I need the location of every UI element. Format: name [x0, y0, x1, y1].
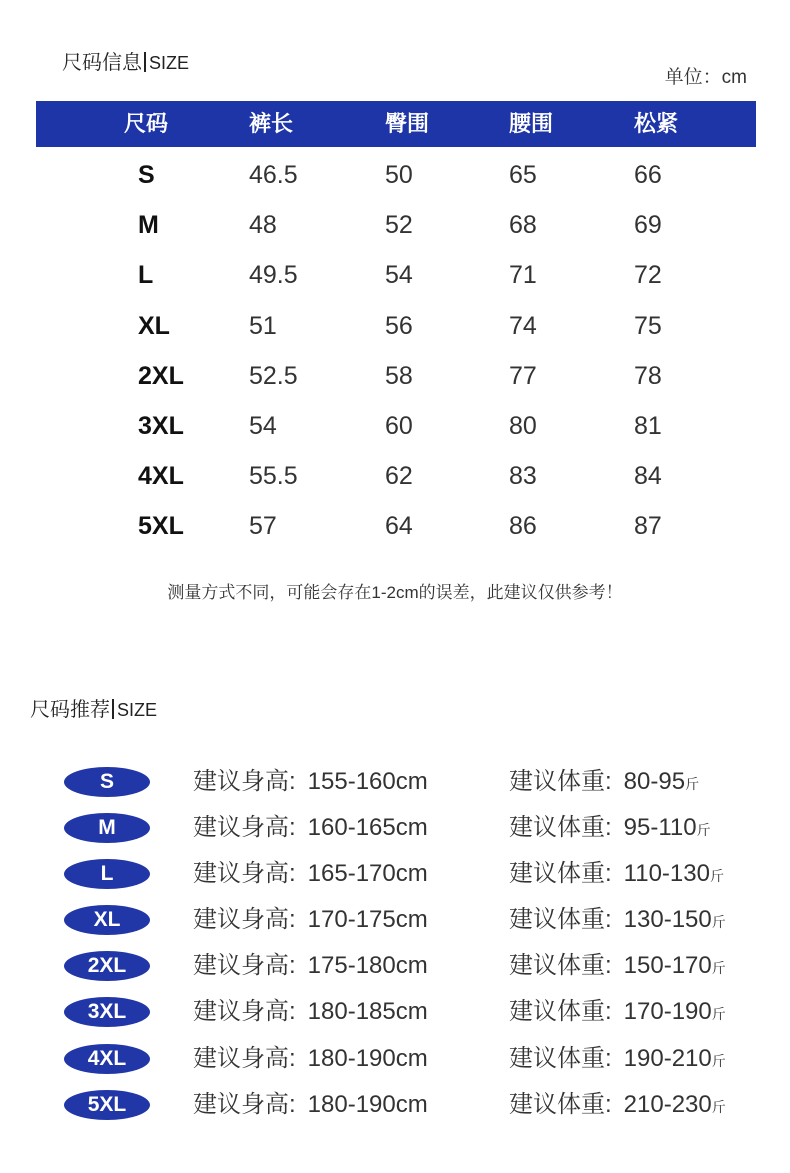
weight-value: 210-230 [623, 1090, 712, 1118]
cell-size: 4XL [138, 462, 184, 491]
height-label: 建议身高: [193, 906, 296, 934]
cell-waist: 86 [509, 512, 537, 541]
height-recommendation [193, 943, 428, 989]
size-badge: XL [64, 905, 150, 935]
weight-label: 建议体重: [509, 906, 612, 934]
weight-value: 110-130 [623, 860, 710, 888]
jin-unit: 斤 [711, 1006, 726, 1023]
list-item [0, 1082, 790, 1128]
weight-recommendation [509, 897, 726, 945]
cell-length: 46.5 [249, 161, 298, 189]
cell-waist: 65 [509, 161, 537, 189]
weight-label: 建议体重: [509, 814, 612, 842]
jin-unit: 斤 [711, 1052, 726, 1069]
height-recommendation [193, 851, 428, 897]
cell-hip: 50 [385, 161, 413, 189]
height-value: 180-185cm [307, 998, 428, 1026]
cell-elastic: 87 [634, 512, 662, 541]
cell-size: 3XL [138, 411, 184, 440]
cell-length: 48 [249, 211, 277, 240]
cell-size: XL [138, 311, 170, 340]
recommend-title-text: 尺码推荐 [30, 699, 110, 721]
height-label: 建议身高: [193, 952, 296, 980]
recommend-title-en: SIZE [117, 700, 158, 720]
cell-waist: 71 [509, 261, 537, 290]
size-badge: S [64, 767, 150, 797]
size-table-header [36, 101, 756, 147]
jin-unit: 斤 [711, 960, 726, 977]
jin-unit: 斤 [711, 1098, 726, 1115]
cell-waist: 77 [509, 361, 537, 390]
cell-hip: 62 [385, 462, 413, 491]
weight-label: 建议体重: [509, 768, 612, 795]
size-info-title [62, 46, 189, 75]
table-row [36, 247, 756, 297]
jin-unit: 斤 [711, 914, 726, 931]
jin-unit: 斤 [696, 822, 711, 839]
height-value: 175-180cm [307, 952, 428, 980]
weight-recommendation [509, 851, 724, 899]
size-badge: 5XL [64, 1090, 150, 1120]
weight-value: 95-110 [623, 814, 697, 842]
size-badge: 2XL [64, 951, 150, 981]
cell-size: S [138, 161, 155, 189]
size-badge: 3XL [64, 997, 150, 1027]
table-row [36, 448, 756, 498]
cell-length: 54 [249, 411, 277, 440]
weight-recommendation [509, 759, 699, 807]
title-divider [112, 699, 114, 719]
weight-value: 80-95 [623, 768, 686, 795]
cell-waist: 83 [509, 462, 537, 491]
weight-label: 建议体重: [509, 952, 612, 980]
table-row [36, 197, 756, 247]
height-label: 建议身高: [193, 1044, 296, 1072]
weight-label: 建议体重: [509, 998, 612, 1026]
cell-waist: 74 [509, 311, 537, 340]
cell-hip: 64 [385, 512, 413, 541]
cell-size: M [138, 211, 159, 240]
table-row [36, 498, 756, 548]
height-recommendation [193, 1082, 428, 1128]
unit-label: 单位：cm [664, 67, 747, 88]
cell-size: L [138, 261, 154, 290]
weight-recommendation [509, 1036, 726, 1084]
cell-waist: 68 [509, 211, 537, 240]
cell-hip: 58 [385, 361, 413, 390]
height-label: 建议身高: [193, 860, 296, 888]
weight-value: 150-170 [623, 952, 712, 980]
weight-value: 130-150 [623, 906, 712, 934]
list-item [0, 759, 790, 805]
list-item [0, 805, 790, 851]
list-item [0, 943, 790, 989]
cell-elastic: 84 [634, 462, 662, 491]
cell-hip: 60 [385, 411, 413, 440]
cell-waist: 80 [509, 411, 537, 440]
weight-value: 170-190 [623, 998, 712, 1026]
cell-length: 55.5 [249, 462, 298, 491]
jin-unit: 斤 [685, 776, 700, 792]
header-waist: 腰围 [509, 111, 554, 136]
height-label: 建议身高: [193, 1090, 296, 1118]
weight-recommendation [509, 943, 726, 991]
weight-recommendation [509, 1082, 726, 1130]
height-recommendation [193, 1036, 428, 1082]
size-badge: L [64, 859, 150, 889]
cell-elastic: 72 [634, 261, 662, 290]
cell-length: 52.5 [249, 361, 298, 390]
size-badge: 4XL [64, 1044, 150, 1074]
header-hip: 臀围 [385, 111, 430, 136]
weight-value: 190-210 [623, 1044, 712, 1072]
jin-unit: 斤 [709, 868, 724, 885]
weight-label: 建议体重: [509, 1044, 612, 1072]
cell-elastic: 69 [634, 211, 662, 240]
height-value: 180-190cm [307, 1090, 428, 1118]
recommend-list [0, 759, 790, 1128]
cell-elastic: 75 [634, 311, 662, 340]
height-recommendation [193, 897, 428, 943]
height-recommendation [193, 989, 428, 1035]
list-item [0, 851, 790, 897]
height-recommendation [193, 759, 428, 805]
cell-length: 51 [249, 311, 277, 340]
header-length: 裤长 [249, 111, 294, 136]
table-row [36, 398, 756, 448]
height-value: 155-160cm [307, 768, 428, 795]
cell-length: 49.5 [249, 261, 298, 290]
height-value: 180-190cm [307, 1044, 428, 1072]
list-item [0, 897, 790, 943]
size-info-title-en: SIZE [149, 53, 190, 73]
measurement-note: 测量方式不同，可能会存在1-2cm的误差，此建议仅供参考！ [167, 583, 623, 602]
header-size: 尺码 [124, 111, 169, 136]
height-label: 建议身高: [193, 768, 296, 795]
cell-size: 2XL [138, 361, 184, 390]
title-divider [144, 52, 146, 72]
weight-recommendation [509, 989, 726, 1037]
cell-length: 57 [249, 512, 277, 541]
cell-elastic: 78 [634, 361, 662, 390]
height-label: 建议身高: [193, 814, 296, 842]
height-label: 建议身高: [193, 998, 296, 1026]
list-item [0, 989, 790, 1035]
cell-hip: 56 [385, 311, 413, 340]
header-elastic: 松紧 [634, 111, 679, 136]
size-badge: M [64, 813, 150, 843]
height-value: 160-165cm [307, 814, 428, 842]
cell-hip: 52 [385, 211, 413, 240]
height-value: 165-170cm [307, 860, 428, 888]
size-table [36, 101, 756, 549]
height-value: 170-175cm [307, 906, 428, 934]
recommend-title [30, 693, 157, 722]
table-row [36, 348, 756, 398]
cell-size: 5XL [138, 512, 184, 541]
list-item [0, 1036, 790, 1082]
cell-elastic: 81 [634, 411, 662, 440]
cell-hip: 54 [385, 261, 413, 290]
weight-label: 建议体重: [509, 1090, 612, 1118]
cell-elastic: 66 [634, 161, 662, 189]
weight-recommendation [509, 805, 711, 853]
table-row [36, 298, 756, 348]
weight-label: 建议体重: [509, 860, 612, 888]
table-row [36, 147, 756, 197]
size-info-title-text: 尺码信息 [62, 52, 142, 74]
height-recommendation [193, 805, 428, 851]
